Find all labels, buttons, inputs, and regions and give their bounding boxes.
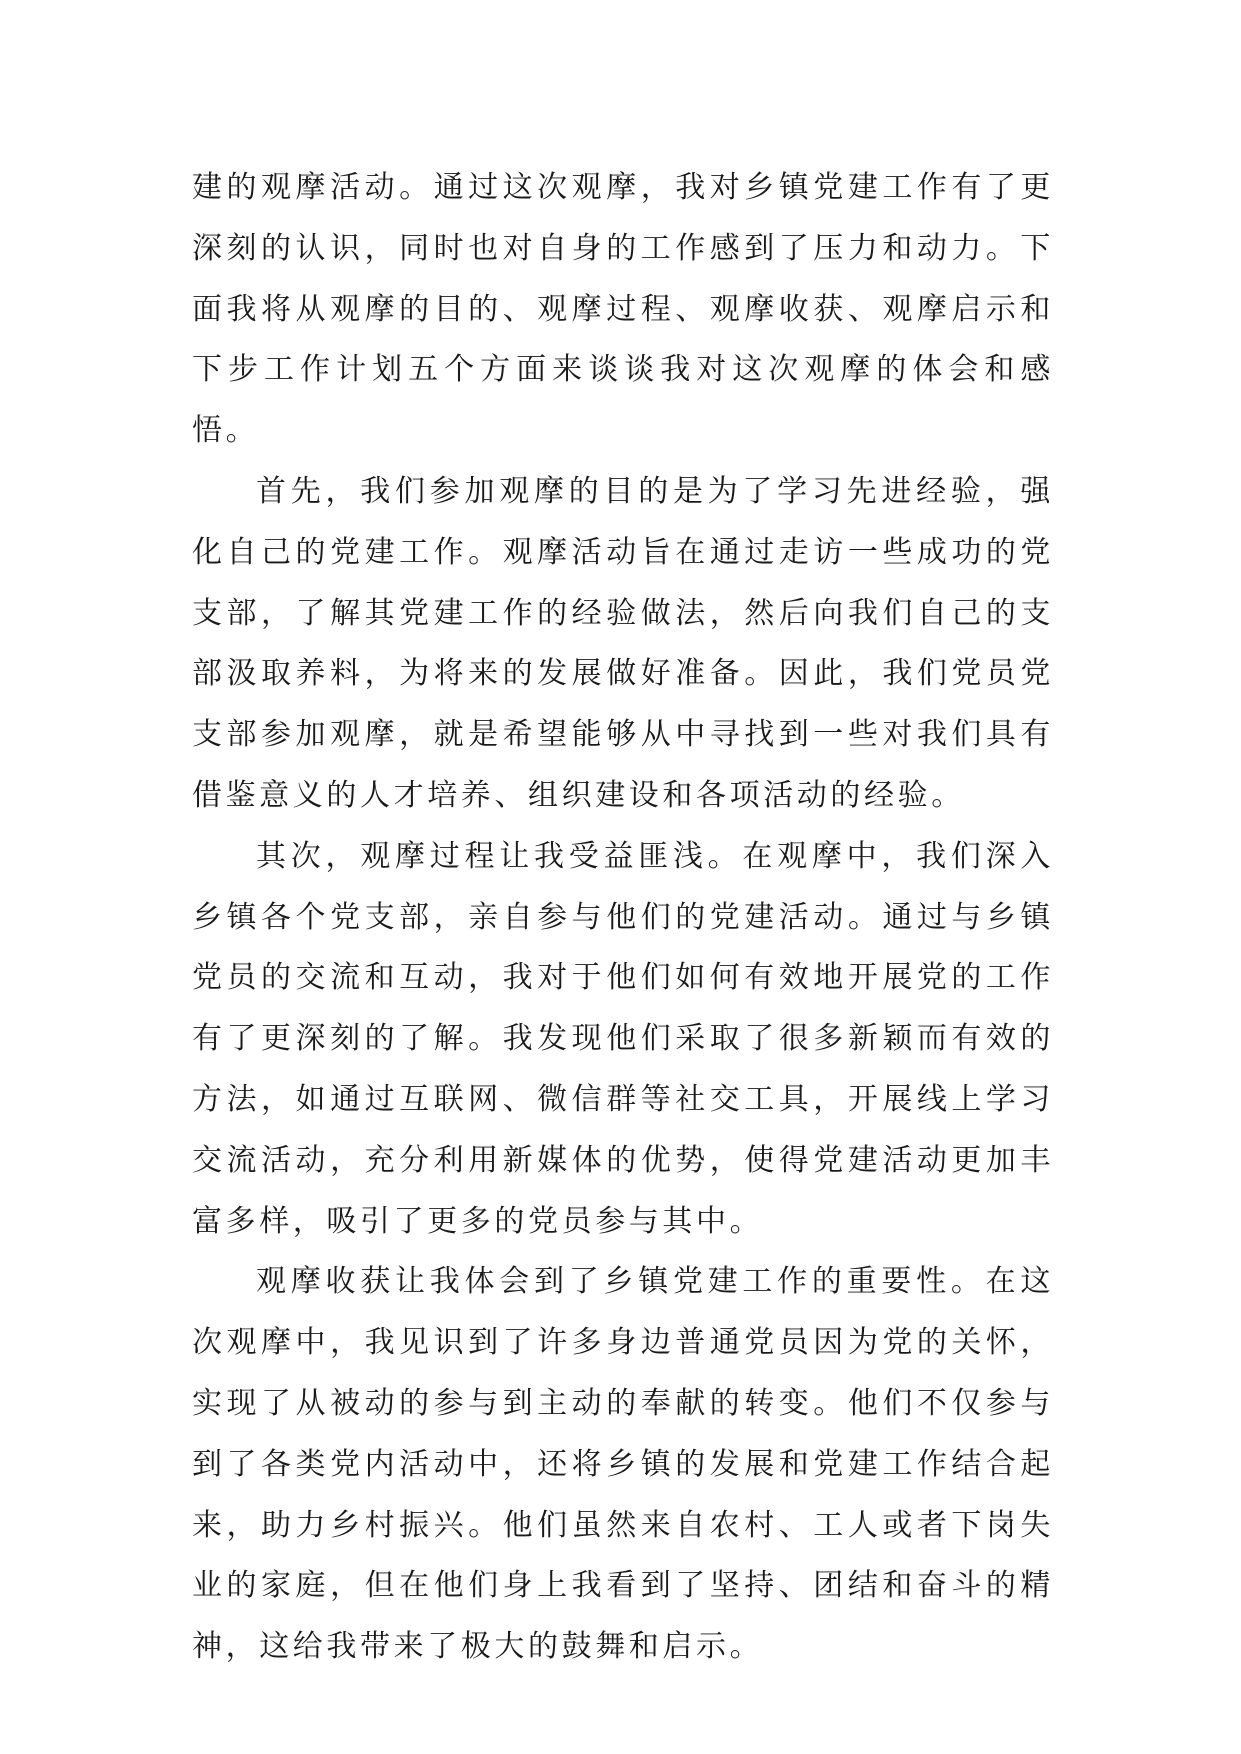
document-page — [192, 158, 1054, 1678]
paragraph-continued: 建的观摩活动。通过这次观摩，我对乡镇党建工作有了更深刻的认识，同时也对自身的工作感到了压力和动力。下面我将从观摩的目的、观摩过程、观摩收获、观摩启示和下步工作计划五个方面来谈谈我对这次观摩的体会和感悟。 — [192, 170, 1054, 449]
paragraph-purpose: 首先，我们参加观摩的目的是为了学习先进经验，强化自己的党建工作。观摩活动旨在通过走访一些成功的党支部，了解其党建工作的经验做法，然后向我们自己的支部汲取养料，为将来的发展做好准备。因此，我们党员党支部参加观摩，就是希望能够从中寻找到一些对我们具有借鉴意义的人才培养、组织建设和各项活动的经验。 — [192, 473, 1054, 813]
paragraph-process: 其次，观摩过程让我受益匪浅。在观摩中，我们深入乡镇各个党支部，亲自参与他们的党建活动。通过与乡镇党员的交流和互动，我对于他们如何有效地开展党的工作有了更深刻的了解。我发现他们采取了很多新颖而有效的方法，如通过互联网、微信群等社交工具，开展线上学习交流活动，充分利用新媒体的优势，使得党建活动更加丰富多样，吸引了更多的党员参与其中。 — [192, 838, 1054, 1239]
paragraph-gains: 观摩收获让我体会到了乡镇党建工作的重要性。在这次观摩中，我见识到了许多身边普通党员因为党的关怀，实现了从被动的参与到主动的奉献的转变。他们不仅参与到了各类党内活动中，还将乡镇的发展和党建工作结合起来，助力乡村振兴。他们虽然来自农村、工人或者下岗失业的家庭，但在他们身上我看到了坚持、团结和奋斗的精神，这给我带来了极大的鼓舞和启示。 — [192, 1264, 1054, 1665]
